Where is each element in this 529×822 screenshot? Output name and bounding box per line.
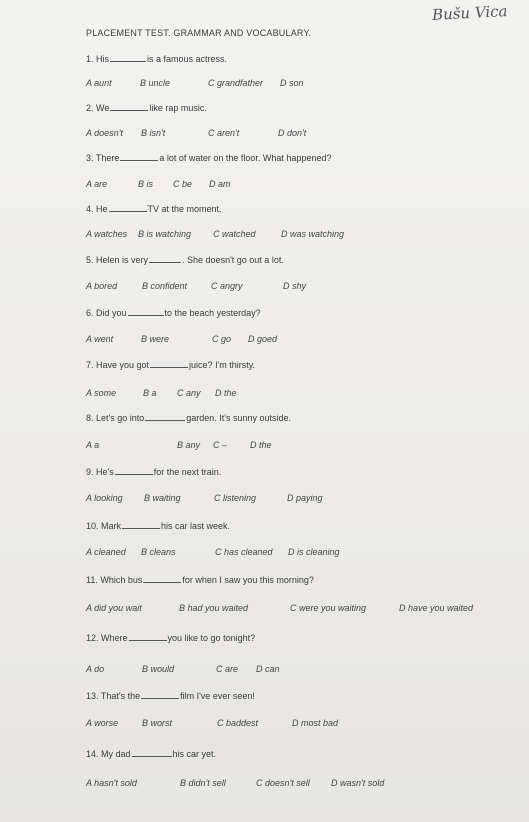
- question-stem-end: for when I saw you this morning?: [182, 575, 314, 585]
- answer-option-d: D am: [209, 179, 231, 189]
- answer-option-d: D the: [215, 388, 237, 398]
- answer-blank: [128, 307, 164, 316]
- answer-option-b: B didn't sell: [180, 778, 226, 788]
- answer-blank: [141, 690, 179, 699]
- question-stem-end: like rap music.: [149, 103, 207, 113]
- answer-option-d: D don't: [278, 128, 307, 138]
- answer-option-b: B is: [138, 179, 154, 189]
- answer-option-b: B is watching: [138, 229, 192, 239]
- question-stem-start: 7. Have you got: [86, 360, 150, 370]
- answer-option-c: C watched: [213, 229, 256, 239]
- answer-blank: [122, 520, 160, 529]
- answer-option-a: A did you wait: [86, 603, 142, 613]
- question-10: [86, 520, 230, 531]
- answer-blank: [115, 466, 153, 475]
- answer-option-b: B were: [141, 334, 170, 344]
- answer-option-c: C baddest: [217, 718, 259, 728]
- answer-option-a: A cleaned: [86, 547, 126, 557]
- question-stem-end: his car last week.: [161, 521, 231, 531]
- answer-blank: [129, 632, 167, 641]
- answer-option-a: A went: [86, 334, 114, 344]
- answer-option-d: D was watching: [281, 229, 345, 239]
- answer-option-c: C be: [173, 179, 193, 189]
- question-14: [86, 748, 216, 759]
- question-stem-end: garden. It's sunny outside.: [186, 413, 292, 423]
- question-stem-start: 3. There: [86, 153, 120, 163]
- question-stem-end: his car yet.: [172, 749, 217, 759]
- answer-option-c: C any: [177, 388, 201, 398]
- question-stem-end: a lot of water on the floor. What happened?: [159, 153, 332, 163]
- answer-blank: [145, 412, 185, 421]
- answer-option-c: C grandfather: [208, 78, 264, 88]
- answer-option-b: B had you waited: [179, 603, 249, 613]
- question-stem-start: 2. We: [86, 103, 110, 113]
- question-stem-start: 13. That's the: [86, 691, 141, 701]
- answer-option-c: C has cleaned: [215, 547, 273, 557]
- answer-option-a: A looking: [86, 493, 123, 503]
- question-stem-start: 8. Let's go into: [86, 413, 145, 423]
- answer-option-c: C are: [216, 664, 239, 674]
- question-stem-start: 5. Helen is very: [86, 255, 149, 265]
- answer-option-c: C were you waiting: [290, 603, 367, 613]
- question-5: [86, 254, 284, 265]
- question-4: [86, 203, 222, 214]
- question-stem-end: . She doesn't go out a lot.: [182, 255, 284, 265]
- answer-option-b: B confident: [142, 281, 188, 291]
- answer-blank: [109, 203, 147, 212]
- question-stem-start: 10. Mark: [86, 521, 122, 531]
- answer-option-a: A hasn't sold: [86, 778, 137, 788]
- answer-option-d: D have you waited: [399, 603, 474, 613]
- answer-blank: [150, 359, 188, 368]
- question-stem-end: is a famous actress.: [147, 54, 228, 64]
- question-stem-end: film I've ever seen!: [180, 691, 255, 701]
- question-1: [86, 53, 227, 64]
- answer-blank: [120, 152, 158, 161]
- answer-option-c: C doesn't sell: [256, 778, 310, 788]
- question-stem-end: juice? I'm thirsty.: [189, 360, 256, 370]
- answer-option-c: C go: [212, 334, 232, 344]
- answer-option-c: C angry: [211, 281, 243, 291]
- question-2: [86, 102, 207, 113]
- question-3: [86, 152, 331, 163]
- answer-option-d: D wasn't sold: [331, 778, 385, 788]
- answer-blank: [149, 254, 181, 263]
- answer-option-d: D most bad: [292, 718, 339, 728]
- answer-option-a: A aunt: [86, 78, 112, 88]
- answer-option-a: A some: [86, 388, 117, 398]
- question-stem-start: 1. His: [86, 54, 110, 64]
- page-title: PLACEMENT TEST. GRAMMAR AND VOCABULARY.: [86, 28, 312, 38]
- answer-option-c: C listening: [214, 493, 257, 503]
- answer-blank: [143, 574, 181, 583]
- question-stem-end: you like to go tonight?: [167, 633, 256, 643]
- answer-option-b: B cleans: [141, 547, 176, 557]
- question-6: [86, 307, 261, 318]
- question-stem-start: 4. He: [86, 204, 108, 214]
- answer-option-a: A bored: [86, 281, 118, 291]
- question-8: [86, 412, 291, 423]
- answer-option-b: B would: [142, 664, 175, 674]
- answer-option-d: D is cleaning: [288, 547, 340, 557]
- answer-option-d: D goed: [248, 334, 278, 344]
- question-12: [86, 632, 255, 643]
- question-stem-start: 11. Which bus: [86, 575, 143, 585]
- answer-option-b: B a: [143, 388, 157, 398]
- answer-blank: [110, 53, 146, 62]
- answer-option-b: B uncle: [140, 78, 171, 88]
- question-7: [86, 359, 255, 370]
- answer-option-c: C aren't: [208, 128, 240, 138]
- answer-option-a: A worse: [86, 718, 119, 728]
- answer-option-a: A watches: [86, 229, 128, 239]
- question-stem-start: 9. He's: [86, 467, 114, 477]
- answer-blank: [110, 102, 148, 111]
- question-9: [86, 466, 221, 477]
- answer-option-a: A doesn't: [86, 128, 123, 138]
- question-stem-end: for the next train.: [153, 467, 222, 477]
- answer-option-d: D paying: [287, 493, 323, 503]
- question-stem-start: 6. Did you: [86, 308, 127, 318]
- answer-option-b: B isn't: [141, 128, 166, 138]
- question-stem-start: 14. My dad: [86, 749, 131, 759]
- answer-option-d: D shy: [283, 281, 307, 291]
- question-stem-end: to the beach yesterday?: [164, 308, 261, 318]
- answer-option-b: B any: [177, 440, 201, 450]
- answer-option-b: B waiting: [144, 493, 181, 503]
- answer-option-c: C –: [213, 440, 228, 450]
- handwritten-signature: Bušu Vica: [431, 2, 508, 24]
- question-stem-end: TV at the moment.: [147, 204, 222, 214]
- answer-option-d: D son: [280, 78, 304, 88]
- question-stem-start: 12. Where: [86, 633, 128, 643]
- answer-blank: [132, 748, 172, 757]
- answer-option-a: A are: [86, 179, 108, 189]
- answer-option-a: A a: [86, 440, 100, 450]
- answer-option-a: A do: [86, 664, 105, 674]
- question-11: [86, 574, 314, 585]
- answer-option-b: B worst: [142, 718, 173, 728]
- answer-option-d: D the: [250, 440, 272, 450]
- question-13: [86, 690, 255, 701]
- answer-option-d: D can: [256, 664, 280, 674]
